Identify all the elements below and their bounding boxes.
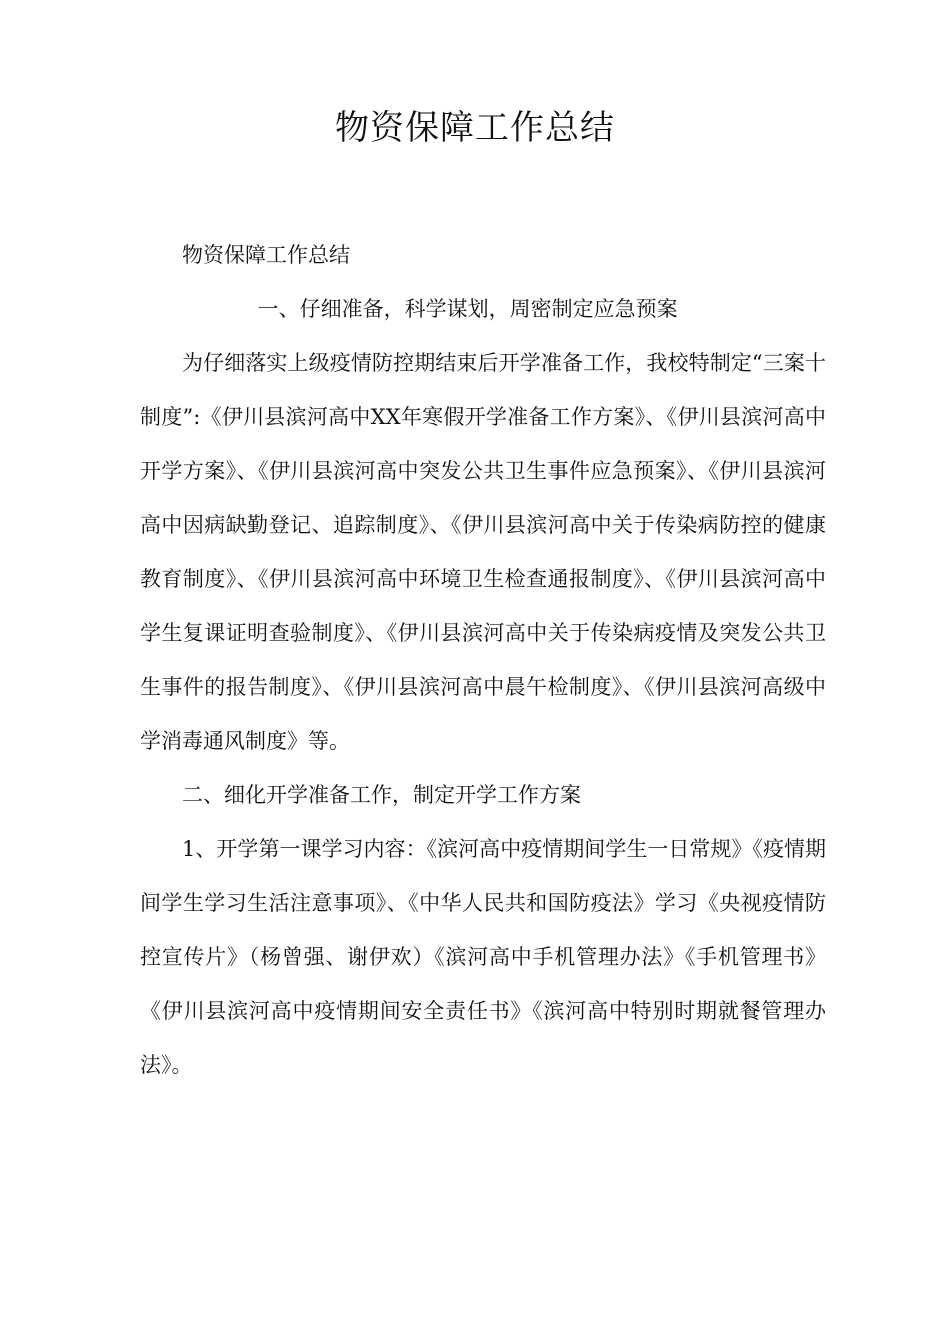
section-paragraph: 1、开学第一课学习内容：《滨河高中疫情期间学生一日常规》《疫情期间学生学习生活注意事项》、《中华人民共和国防疫法》学习《央视疫情防控宣传片》（杨曾强、谢伊欢）《滨河高中手机管理办法》《手机管理书》《伊川县滨河高中疫情期间安全责任书》《滨河高中特别时期就餐管理办法》。 bbox=[140, 837, 826, 1077]
section-heading-1: 一、仔细准备，科学谋划，周密制定应急预案 bbox=[257, 297, 678, 321]
document-subtitle: 物资保障工作总结 bbox=[182, 243, 350, 267]
section-heading-2: 二、细化开学准备工作，制定开学工作方案 bbox=[182, 783, 581, 807]
section-paragraph: 为仔细落实上级疫情防控期结束后开学准备工作，我校特制定“三案十制度”:《伊川县滨河高中XX年寒假开学准备工作方案》、《伊川县滨河高中开学方案》、《伊川县滨河高中突发公共卫生事件应急预案》、《伊川县滨河高中因病缺勤登记、追踪制度》、《伊川县滨河高中关于传染病防控的健康教育制度》、《伊川县滨河高中环境卫生检查通报制度》、《伊川县滨河高中学生复课证明查验制度》、《伊川县滨河高中关于传染病疫情及突发公共卫生事件的报告制度》、《伊川县滨河高中晨午检制度》、《伊川县滨河高级中学消毒通风制度》等。 bbox=[140, 351, 826, 753]
document-body bbox=[140, 228, 826, 1092]
document-title: 物资保障工作总结 bbox=[335, 108, 615, 148]
